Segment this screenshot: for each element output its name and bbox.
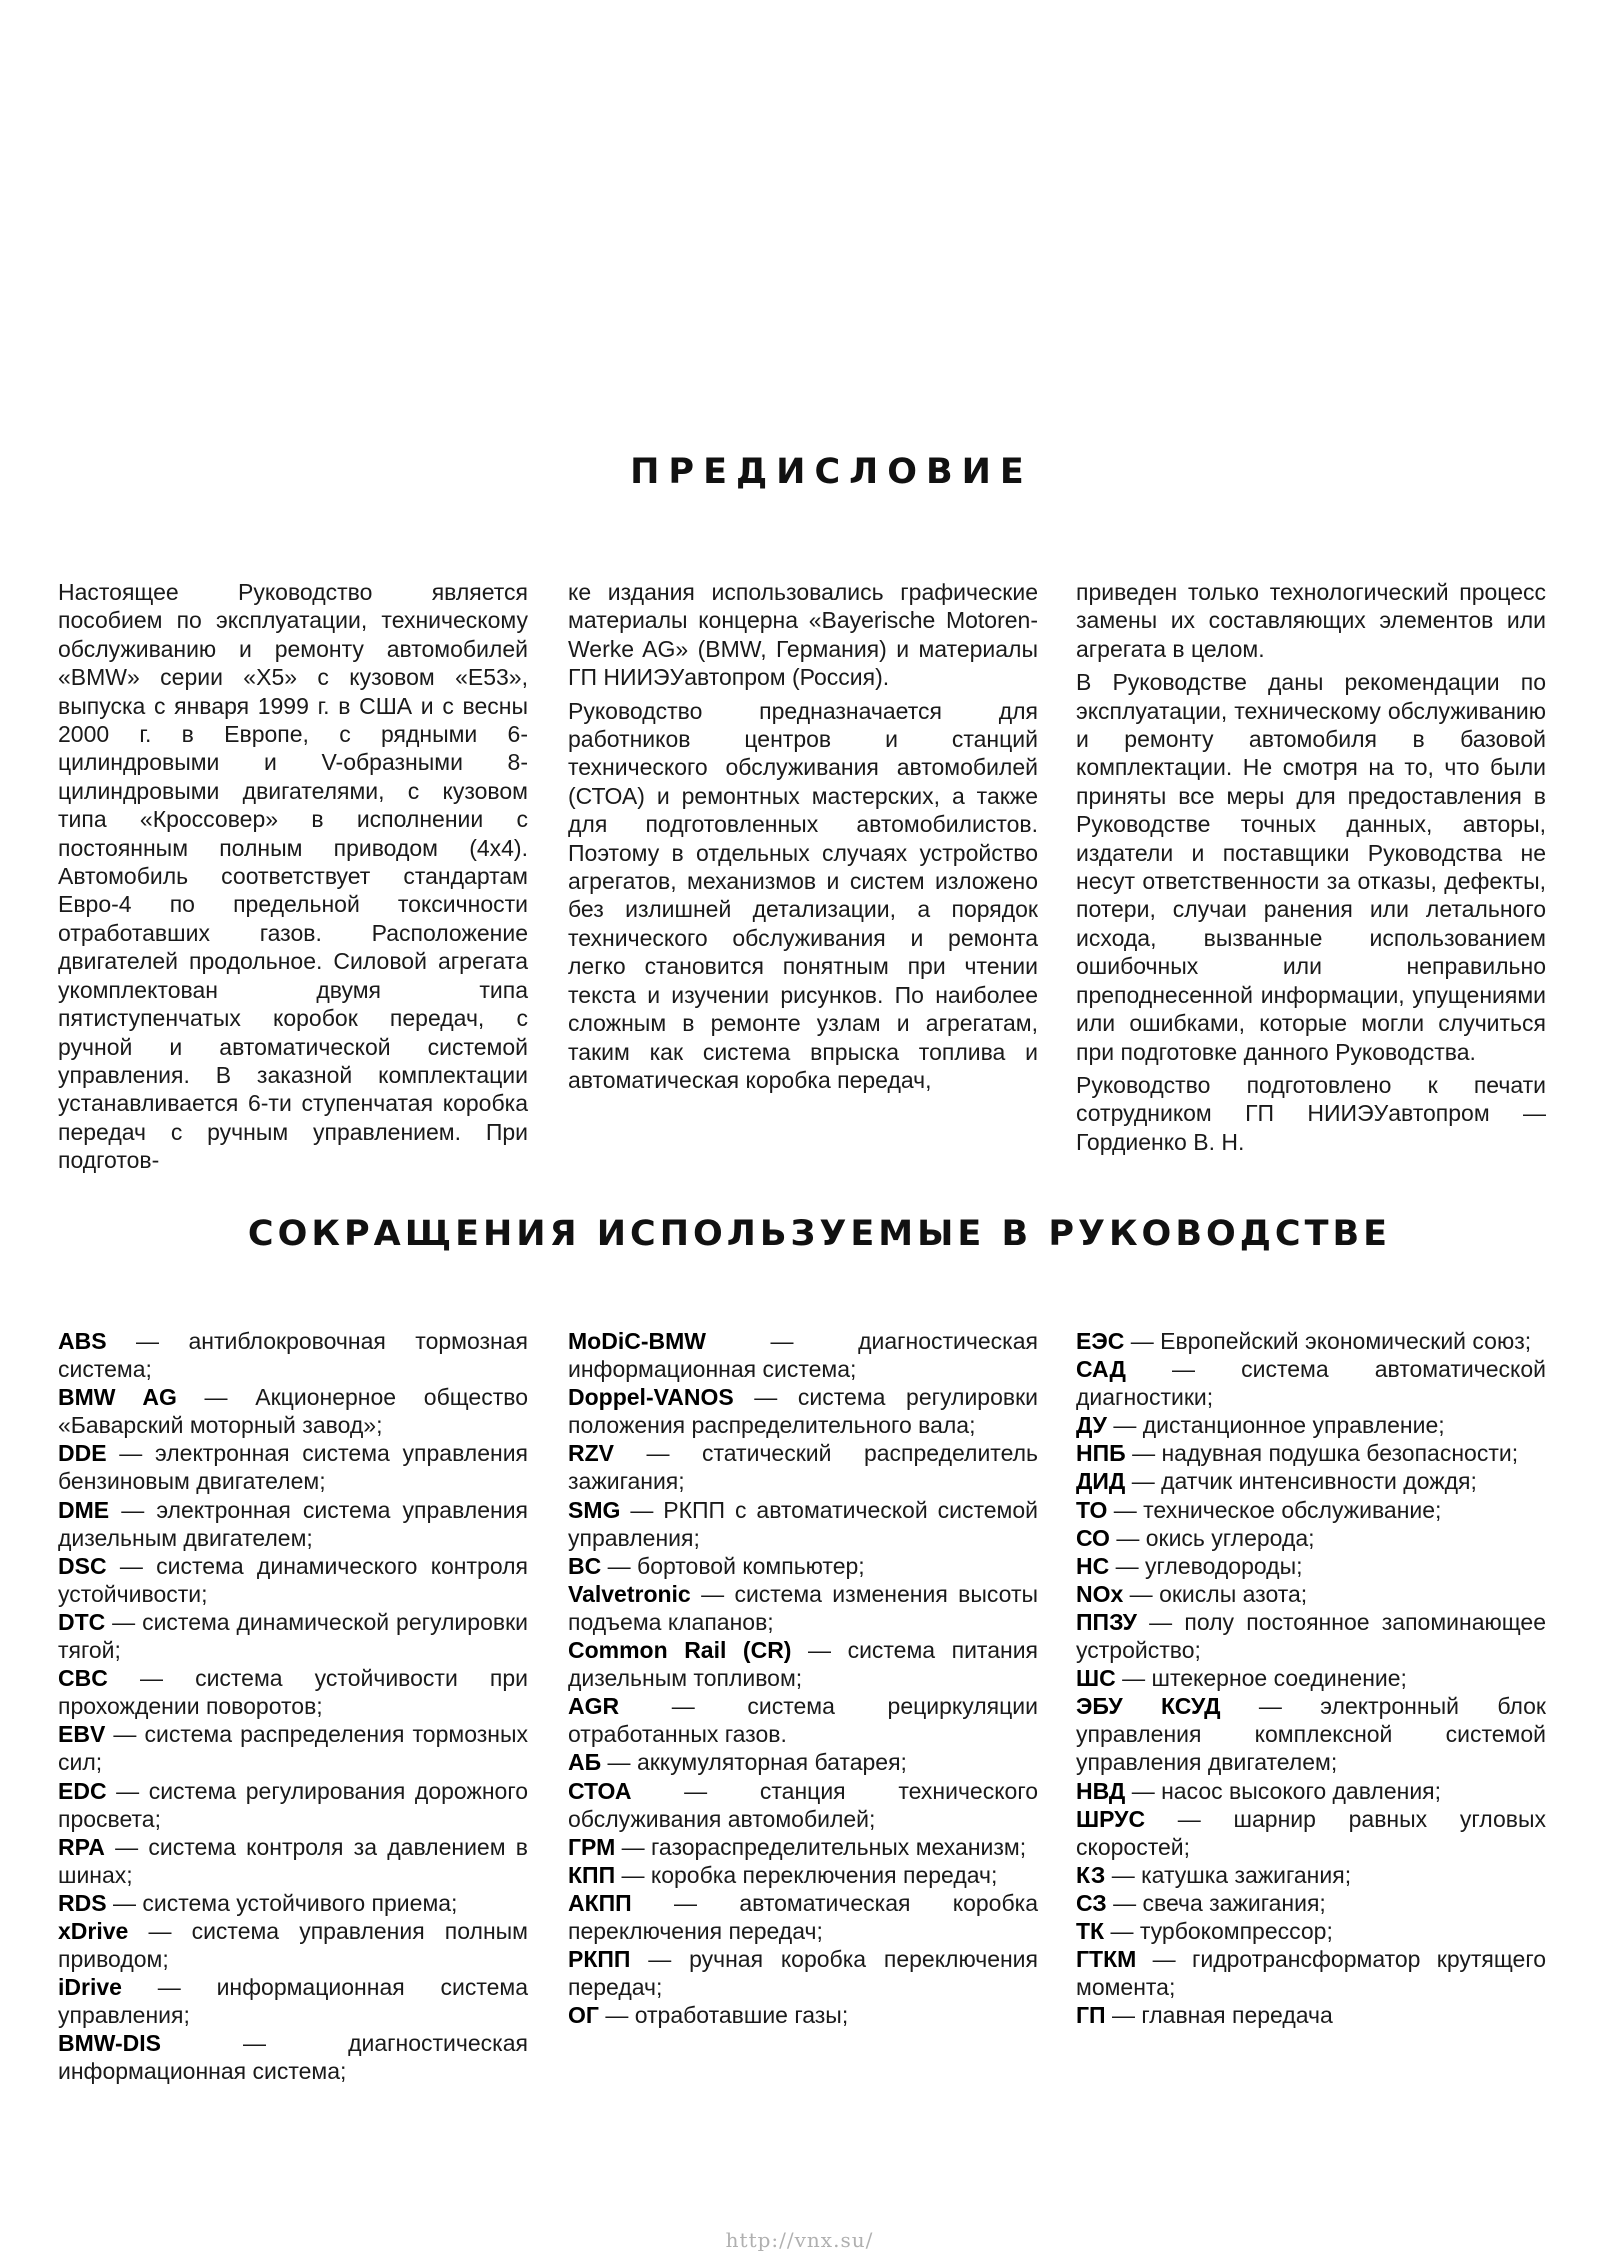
abbreviation-term: ABS xyxy=(58,1328,107,1354)
abbreviation-entry: ГП — главная передача xyxy=(1076,2002,1333,2029)
abbreviation-term: AGR xyxy=(568,1693,620,1720)
abbreviation-term: СО xyxy=(1076,1524,1110,1551)
abbreviation-definition: дистанционное управление; xyxy=(1142,1412,1445,1439)
abbreviation-term: КЗ xyxy=(1076,1861,1106,1888)
preface-title: ПРЕДИСЛОВИЕ xyxy=(630,452,1033,492)
abbreviation-definition: катушка зажигания; xyxy=(1141,1861,1352,1888)
abbreviation-term: ОГ xyxy=(568,2002,599,2029)
abbreviation-term: NOx xyxy=(1076,1580,1124,1607)
abbreviation-entry: КПП — коробка переключения передач; xyxy=(568,1861,998,1888)
abbreviation-entry: AGR — система рециркуляции отработанных газов. xyxy=(568,1693,1038,1748)
abbreviation-definition: ручная коробка переключения передач; xyxy=(568,1946,1038,2001)
abbreviation-entry: EBV — система распределения тормозных сил; xyxy=(58,1721,529,1776)
abbreviation-definition: система динамического контроля устойчивости; xyxy=(58,1552,528,1607)
abbreviation-definition: система динамической регулировки тягой; xyxy=(58,1608,528,1664)
preface-paragraph: Руководство подготовлено к печати сотрудником ГП НИИЭУавтопром — Гордиенко В. Н. xyxy=(1076,1071,1546,1155)
abbreviation-entry: MoDiC-BMW — диагностическая информационная система; xyxy=(568,1328,1038,1383)
abbreviation-entry: ГТКМ — гидротрансформатор крутящего момента; xyxy=(1076,1946,1547,2001)
abbreviation-definition: окислы азота; xyxy=(1159,1580,1308,1607)
abbreviation-term: НС xyxy=(1076,1552,1110,1579)
abbreviation-term: ГТКМ xyxy=(1076,1946,1137,1973)
abbreviation-definition: диагностическая информационная система; xyxy=(58,2030,528,2085)
abbreviation-term: ГП xyxy=(1076,2002,1106,2029)
abbreviation-entry: RPA — система контроля за давлением в шинах; xyxy=(58,1833,528,1888)
abbreviation-term: Valvetronic xyxy=(568,1580,691,1607)
abbreviation-entry: SMG — РКПП с автоматической системой управления; xyxy=(568,1496,1038,1551)
abbreviation-definition: информационная система управления; xyxy=(58,1974,529,2029)
abbreviation-entry: ТО — техническое обслуживание; xyxy=(1076,1496,1442,1523)
abbreviation-term: АКПП xyxy=(568,1889,632,1916)
abbreviation-definition: система контроля за давлением в шинах; xyxy=(58,1833,528,1888)
abbreviation-term: iDrive xyxy=(58,1974,122,2001)
abbreviations-column-1 xyxy=(58,1327,528,2086)
abbreviation-entry: CBC — система устойчивости при прохождении поворотов; xyxy=(58,1665,529,1720)
abbreviation-entry: НПБ — надувная подушка безопасности; xyxy=(1076,1440,1519,1467)
abbreviation-definition: система питания дизельным топливом; xyxy=(568,1637,1038,1692)
abbreviation-definition: система регулировки положения распределительного вала; xyxy=(568,1384,1039,1439)
abbreviation-definition: система рециркуляции отработанных газов. xyxy=(568,1693,1038,1748)
abbreviation-term: BMW AG xyxy=(58,1384,177,1411)
abbreviation-definition: гидротрансформатор крутящего момента; xyxy=(1076,1946,1547,2001)
abbreviation-entry: АБ — аккумуляторная батарея; xyxy=(568,1749,907,1776)
abbreviation-definition: штекерное соединение; xyxy=(1151,1665,1407,1692)
abbreviation-term: CBC xyxy=(58,1665,108,1692)
abbreviation-entry: ОГ — отработавшие газы; xyxy=(568,2002,849,2029)
preface-column-1 xyxy=(58,578,528,1180)
abbreviation-term: НПБ xyxy=(1076,1440,1126,1467)
abbreviation-definition: Европейский экономический союз; xyxy=(1160,1328,1532,1354)
preface-paragraph: Руководство предназначается для работников центров и станций технического обслуживания автомобилей (СТОА) и ремонтных мастерских, а также для подготовленных автомобилистов. Поэтому в отдельных случаях устройство агрегатов, механизмов и систем изложено без излишней детализации, а порядок технического обслуживания и ремонта легко становится понятным при чтении текста и изучении рисунков. По наиболее сложным в ремонте узлам и агрегатам, таким как система впрыска топлива и автоматическая коробка передач, xyxy=(568,697,1038,1093)
abbreviation-definition: антиблокровочная тормозная система; xyxy=(58,1328,528,1383)
abbreviation-definition: насос высокого давления; xyxy=(1161,1777,1442,1804)
abbreviation-definition: система автоматической диагностики; xyxy=(1076,1356,1546,1411)
preface-paragraph: ке издания использовались графические материалы концерна «Bayerische Motoren-Werke AG» (BMW, Германия) и материалы ГП НИИЭУавтопром (Россия). xyxy=(568,579,1038,691)
abbreviation-entry: Common Rail (CR) — система питания дизельным топливом; xyxy=(568,1637,1038,1692)
abbreviation-entry: СТОА — станция технического обслуживания автомобилей; xyxy=(568,1777,1039,1832)
abbreviation-term: ТК xyxy=(1076,1917,1105,1944)
abbreviation-term: DDE xyxy=(58,1440,107,1467)
abbreviation-entry: АКПП — автоматическая коробка переключения передач; xyxy=(568,1889,1038,1944)
abbreviation-entry: ППЗУ — полу постоянное запоминающее устройство; xyxy=(1076,1608,1546,1664)
abbreviation-entry: ГРМ — газораспределительных механизм; xyxy=(568,1833,1027,1860)
abbreviation-term: НВД xyxy=(1076,1777,1126,1804)
abbreviation-entry: СО — окись углерода; xyxy=(1076,1524,1315,1551)
abbreviation-definition: станция технического обслуживания автомобилей; xyxy=(568,1777,1039,1832)
abbreviation-definition: система распределения тормозных сил; xyxy=(58,1721,529,1776)
abbreviation-definition: техническое обслуживание; xyxy=(1143,1496,1442,1523)
abbreviation-term: RZV xyxy=(568,1440,614,1467)
abbreviation-definition: РКПП с автоматической системой управления; xyxy=(568,1496,1038,1551)
abbreviation-term: ЕЭС xyxy=(1076,1328,1125,1354)
abbreviation-entry: НС — углеводороды; xyxy=(1076,1552,1303,1579)
abbreviation-term: BC xyxy=(568,1552,602,1579)
abbreviation-term: СТОА xyxy=(568,1777,632,1804)
abbreviation-term: MoDiC-BMW xyxy=(568,1328,706,1354)
abbreviation-term: DSC xyxy=(58,1552,107,1579)
abbreviations-title: СОКРАЩЕНИЯ ИСПОЛЬЗУЕМЫЕ В РУКОВОДСТВЕ xyxy=(247,1214,1392,1254)
abbreviations-column-2 xyxy=(568,1327,1038,2029)
abbreviation-term: ППЗУ xyxy=(1076,1608,1137,1635)
abbreviation-definition: система регулирования дорожного просвета; xyxy=(58,1777,528,1832)
abbreviation-entry: РКПП — ручная коробка переключения передач; xyxy=(568,1946,1038,2001)
abbreviation-term: EBV xyxy=(58,1721,106,1748)
abbreviation-entry: ЕЭС — Европейский экономический союз; xyxy=(1076,1328,1532,1354)
preface-paragraph: В Руководстве даны рекомендации по эксплуатации, техническому обслуживанию и ремонту автомобиля в базовой комплектации. Не смотря на то, что были приняты все меры для предоставления в Руководстве точных данных, авторы, издатели и поставщики Руководства не несут ответственности за отказы, дефекты, потери, случаи ранения или летального исхода, вызванные использованием ошибочных или неправильно преподнесенной информации, упущениями или ошибками, которые могли случиться при подготовке данного Руководства. xyxy=(1076,669,1546,1065)
preface-paragraph: Настоящее Руководство является пособием по эксплуатации, техническому обслуживанию и ремонту автомобилей «BMW» серии «X5» с кузовом «E53», выпуска с января 1999 г. в США и с весны 2000 г. в Европе, с рядными 6-цилиндровыми и V-образными 8-цилиндровыми двигателями, с кузовом типа «Кроссовер» в исполнении с постоянным полным приводом (4x4). Автомобиль соответствует стандартам Евро-4 по предельной токсичности отработавших газов. Расположение двигателей продольное. Силовой агрегата укомплектован двумя типа пятиступенчатых коробок передач, с ручной и автоматической системой управления. В заказной комплектации устанавливается 6-ти ступенчатая коробка передач с ручным управлением. При подготов- xyxy=(58,579,528,1174)
abbreviation-entry: СЗ — свеча зажигания; xyxy=(1076,1889,1326,1916)
abbreviation-definition: система устойчивого приема; xyxy=(142,1889,458,1916)
abbreviation-definition: электронная система управления бензиновым двигателем; xyxy=(58,1440,528,1495)
abbreviation-entry: xDrive — система управления полным приводом; xyxy=(58,1917,528,1973)
abbreviation-entry: DME — электронная система управления дизельным двигателем; xyxy=(58,1496,528,1551)
abbreviation-entry: ТК — турбокомпрессор; xyxy=(1076,1917,1333,1944)
abbreviation-entry: НВД — насос высокого давления; xyxy=(1076,1777,1442,1804)
abbreviation-term: RDS xyxy=(58,1889,107,1916)
abbreviation-entry: DSC — система динамического контроля устойчивости; xyxy=(58,1552,528,1607)
abbreviation-definition: коробка переключения передач; xyxy=(650,1861,998,1888)
abbreviation-definition: окись углерода; xyxy=(1145,1524,1315,1551)
abbreviation-term: ГРМ xyxy=(568,1833,616,1860)
abbreviation-entry: ДИД — датчик интенсивности дождя; xyxy=(1076,1468,1477,1495)
abbreviation-term: САД xyxy=(1076,1356,1126,1383)
abbreviation-entry: DTC — система динамической регулировки тягой; xyxy=(58,1608,528,1664)
abbreviation-term: ШС xyxy=(1076,1665,1116,1692)
abbreviation-definition: бортовой компьютер; xyxy=(637,1552,865,1579)
abbreviation-entry: ШС — штекерное соединение; xyxy=(1076,1665,1407,1692)
abbreviation-entry: ШРУС — шарнир равных угловых скоростей; xyxy=(1076,1805,1546,1860)
abbreviation-term: BMW-DIS xyxy=(58,2030,162,2057)
abbreviation-entry: EDC — система регулирования дорожного просвета; xyxy=(58,1777,528,1832)
abbreviation-term: Doppel-VANOS xyxy=(568,1384,734,1411)
abbreviation-entry: iDrive — информационная система управления; xyxy=(58,1974,529,2029)
abbreviation-term: СЗ xyxy=(1076,1889,1107,1916)
abbreviation-term: ТО xyxy=(1076,1496,1108,1523)
abbreviation-definition: система изменения высоты подъема клапанов; xyxy=(568,1580,1039,1635)
abbreviation-term: КПП xyxy=(568,1861,616,1888)
abbreviation-term: SMG xyxy=(568,1496,621,1523)
abbreviation-term: RPA xyxy=(58,1833,105,1860)
abbreviation-entry: RZV — статический распределитель зажигания; xyxy=(568,1440,1039,1495)
abbreviation-term: ДИД xyxy=(1076,1468,1126,1495)
abbreviation-entry: САД — система автоматической диагностики; xyxy=(1076,1356,1546,1411)
abbreviation-entry: ABS — антиблокровочная тормозная система; xyxy=(58,1328,528,1383)
abbreviation-term: ДУ xyxy=(1076,1412,1107,1439)
abbreviation-definition: полу постоянное запоминающее устройство; xyxy=(1076,1608,1546,1664)
footer-url-watermark: http://vnx.su/ xyxy=(725,2228,874,2252)
abbreviation-definition: система управления полным приводом; xyxy=(58,1917,528,1973)
abbreviation-term: АБ xyxy=(568,1749,602,1776)
abbreviations-column-3 xyxy=(1076,1327,1546,2029)
abbreviation-entry: ЭБУ КСУД — электронный блок управления комплексной системой управления двигателем; xyxy=(1076,1693,1546,1776)
abbreviation-definition: Акционерное общество «Баварский моторный завод»; xyxy=(58,1384,528,1439)
abbreviation-term: xDrive xyxy=(58,1917,129,1944)
abbreviation-definition: система устойчивости при прохождении поворотов; xyxy=(58,1665,529,1720)
abbreviation-definition: диагностическая информационная система; xyxy=(568,1328,1038,1383)
preface-paragraph: приведен только технологический процесс замены их составляющих элементов или агрегата в целом. xyxy=(1076,579,1546,662)
abbreviation-entry: BMW-DIS — диагностическая информационная система; xyxy=(58,2030,528,2085)
abbreviation-definition: датчик интенсивности дождя; xyxy=(1161,1468,1477,1495)
abbreviation-term: ШРУС xyxy=(1076,1805,1146,1832)
abbreviation-term: DTC xyxy=(58,1608,106,1635)
abbreviation-definition: шарнир равных угловых скоростей; xyxy=(1076,1805,1546,1860)
abbreviation-entry: BC — бортовой компьютер; xyxy=(568,1552,865,1579)
abbreviation-entry: BMW AG — Акционерное общество «Баварский моторный завод»; xyxy=(58,1384,528,1439)
abbreviation-definition: статический распределитель зажигания; xyxy=(568,1440,1039,1495)
abbreviation-definition: углеводороды; xyxy=(1145,1552,1303,1579)
abbreviation-entry: Valvetronic — система изменения высоты подъема клапанов; xyxy=(568,1580,1039,1635)
abbreviation-definition: газораспределительных механизм; xyxy=(651,1833,1027,1860)
abbreviation-definition: надувная подушка безопасности; xyxy=(1161,1440,1519,1467)
abbreviation-term: EDC xyxy=(58,1777,107,1804)
abbreviation-term: ЭБУ КСУД xyxy=(1076,1693,1221,1720)
preface-column-2 xyxy=(568,578,1038,1099)
abbreviation-definition: отработавшие газы; xyxy=(634,2002,849,2029)
abbreviation-entry: NOx — окислы азота; xyxy=(1076,1580,1308,1607)
abbreviation-term: Common Rail (CR) xyxy=(568,1637,792,1664)
abbreviation-entry: DDE — электронная система управления бензиновым двигателем; xyxy=(58,1440,528,1495)
abbreviation-entry: КЗ — катушка зажигания; xyxy=(1076,1861,1352,1888)
abbreviation-definition: свеча зажигания; xyxy=(1142,1889,1326,1916)
abbreviation-entry: ДУ — дистанционное управление; xyxy=(1076,1412,1445,1439)
abbreviation-entry: Doppel-VANOS — система регулировки положения распределительного вала; xyxy=(568,1384,1039,1439)
abbreviation-entry: RDS — система устойчивого приема; xyxy=(58,1889,458,1916)
abbreviation-definition: автоматическая коробка переключения передач; xyxy=(568,1889,1038,1944)
abbreviation-definition: аккумуляторная батарея; xyxy=(636,1749,907,1776)
abbreviation-definition: главная передача xyxy=(1141,2002,1333,2029)
abbreviation-definition: турбокомпрессор; xyxy=(1139,1917,1333,1944)
preface-column-3 xyxy=(1076,578,1546,1161)
abbreviation-definition: электронная система управления дизельным двигателем; xyxy=(58,1496,528,1551)
abbreviation-term: РКПП xyxy=(568,1946,631,1973)
abbreviation-definition: электронный блок управления комплексной системой управления двигателем; xyxy=(1076,1693,1546,1776)
abbreviation-term: DME xyxy=(58,1496,110,1523)
